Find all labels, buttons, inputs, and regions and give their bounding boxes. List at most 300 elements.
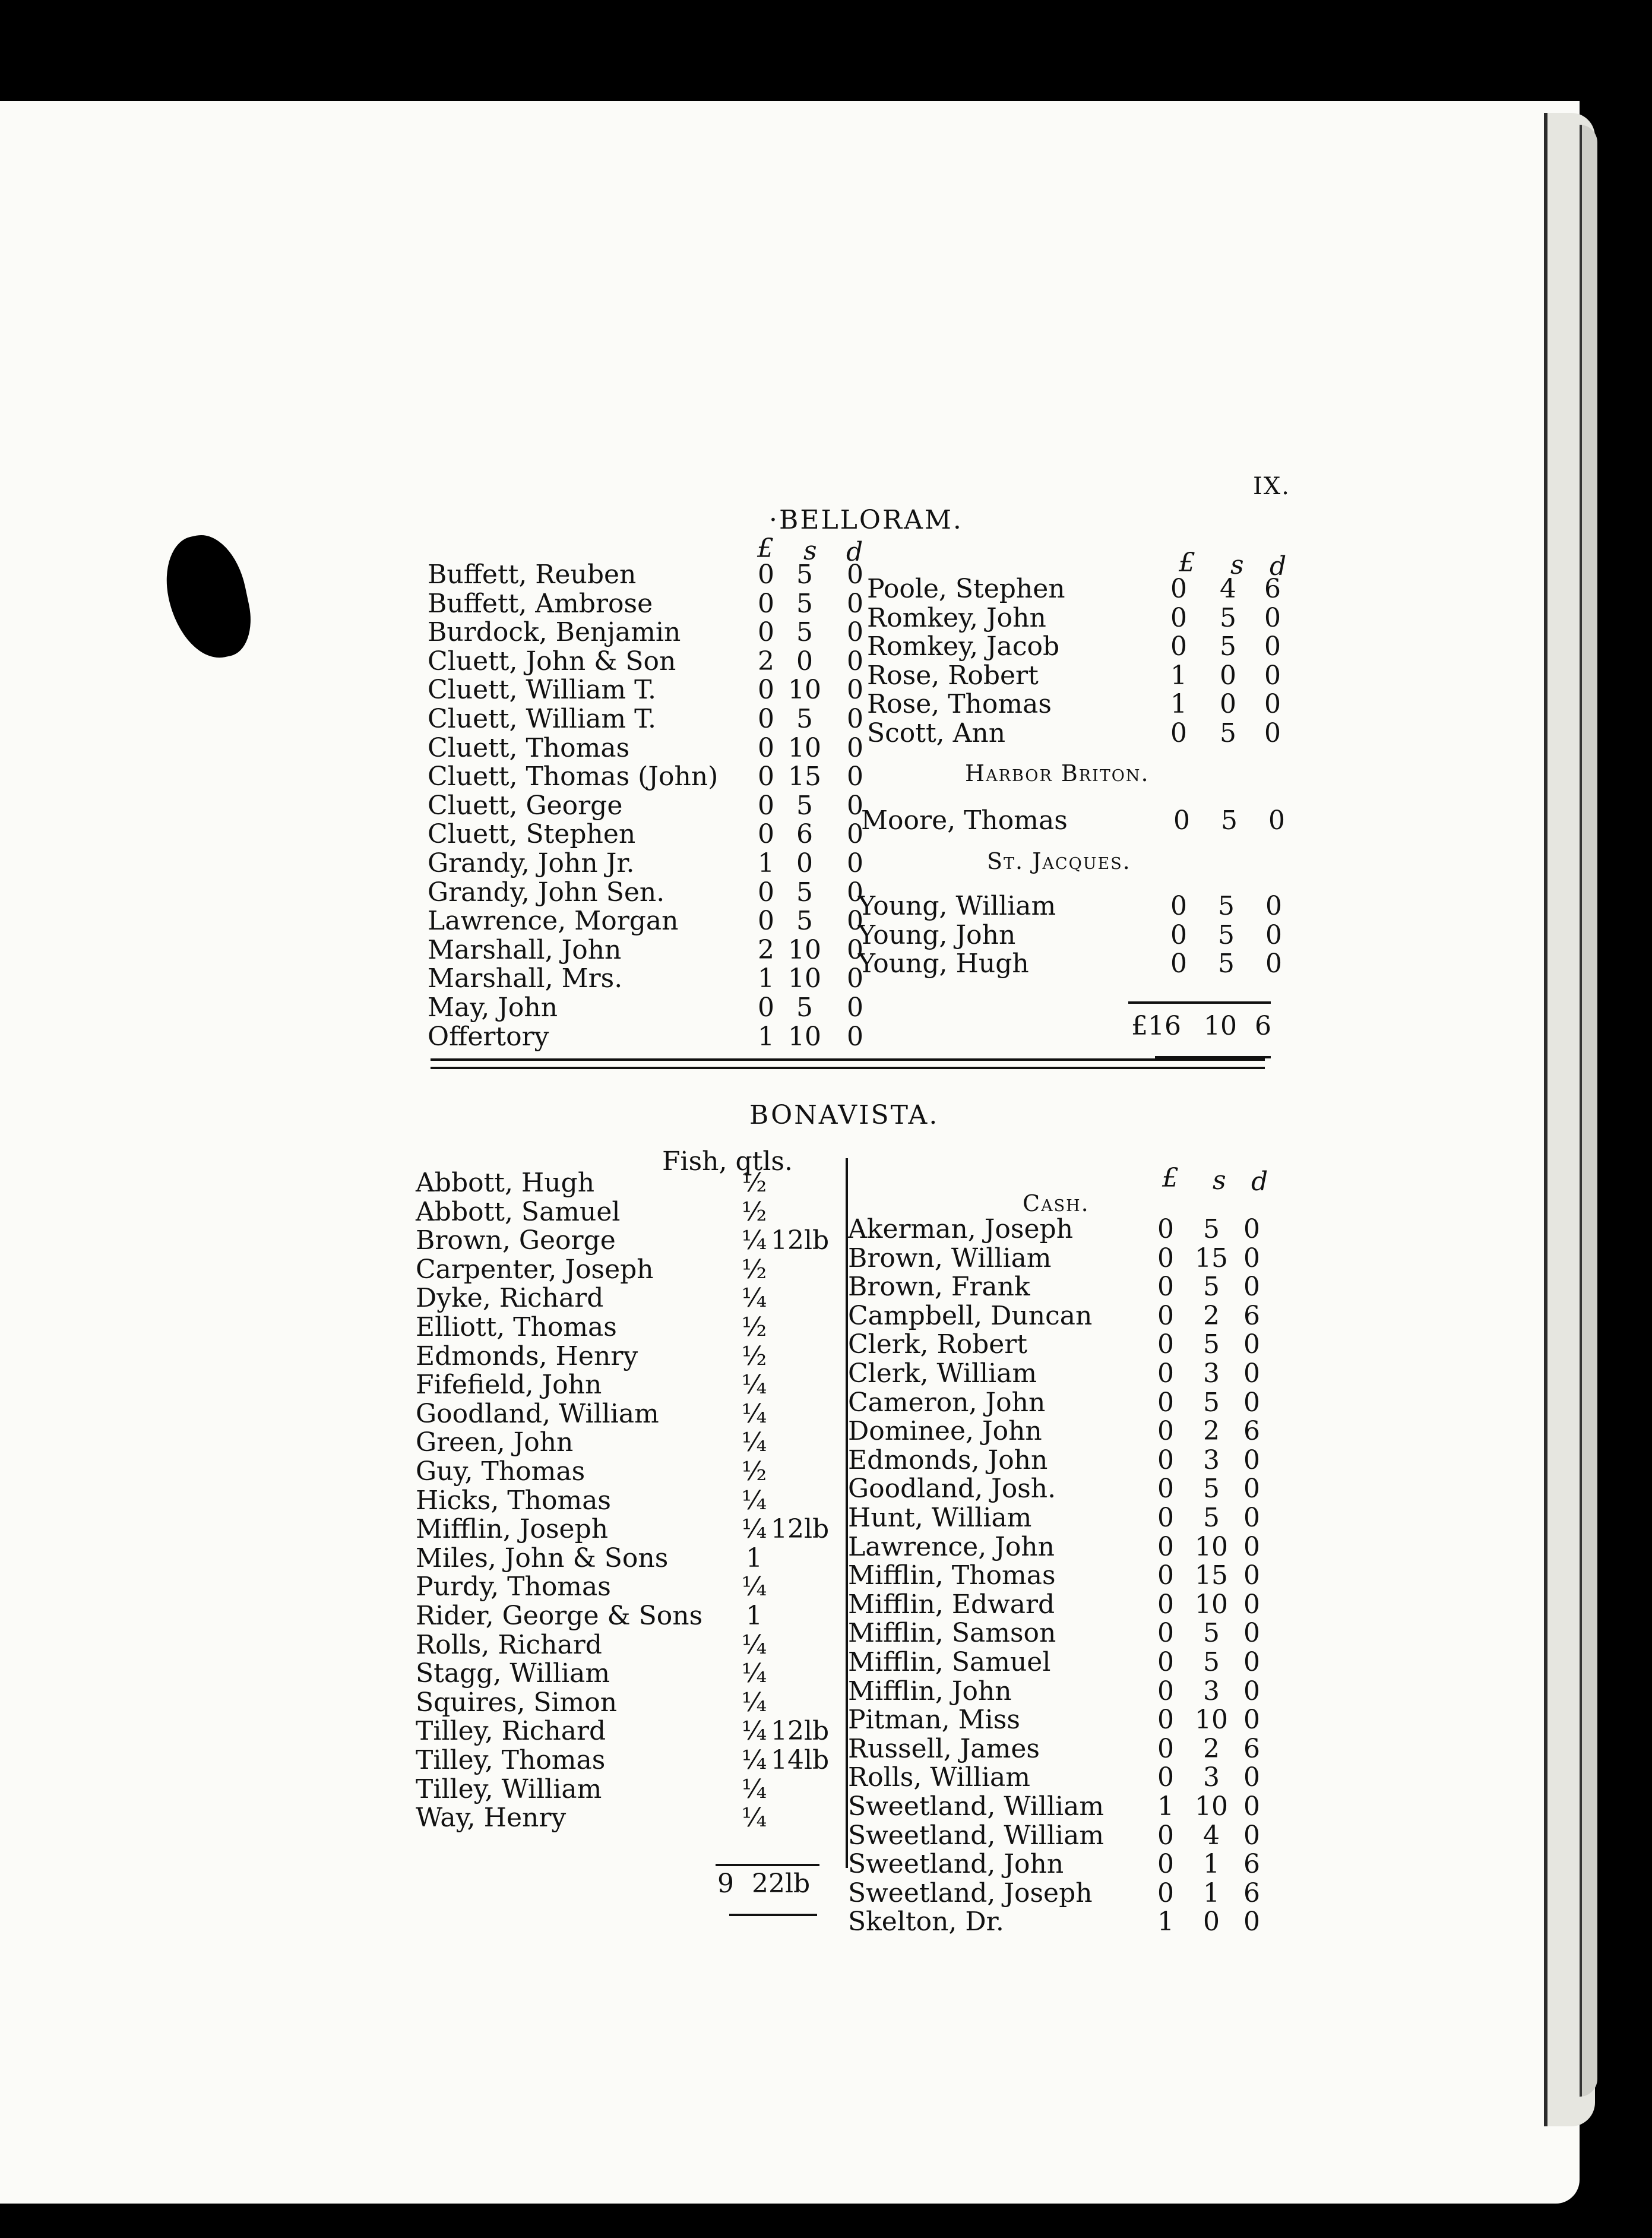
ledger-row — [428, 732, 863, 763]
subscriber-name: Young, John — [858, 919, 1016, 950]
amount-pence: 0 — [1265, 949, 1282, 979]
amount-pounds: 0 — [1170, 919, 1187, 950]
amount-shillings: 10 — [788, 963, 821, 994]
amount-pence: 0 — [1243, 1907, 1260, 1937]
ledger-row — [848, 1735, 1276, 1763]
ledger-row — [848, 1360, 1276, 1388]
amount-shillings: 5 — [1203, 1474, 1220, 1504]
amount-pence: 6 — [1243, 1849, 1260, 1880]
subscriber-name: Cluett, George — [428, 790, 623, 821]
amount-pence: 0 — [1265, 891, 1282, 921]
ledger-row — [848, 1619, 1276, 1648]
amount-pence: 0 — [847, 588, 863, 619]
fish-quantity: ¼ — [741, 1803, 767, 1834]
amount-pounds: 0 — [1157, 1762, 1174, 1793]
subscriber-name: Miles, John & Sons — [416, 1542, 669, 1573]
subscriber-name: Moore, Thomas — [861, 805, 1068, 836]
subscriber-name: Scott, Ann — [867, 718, 1006, 748]
amount-pounds: 0 — [758, 617, 774, 648]
col-head-pounds-right: £ — [1179, 548, 1195, 578]
ledger-row — [428, 588, 863, 619]
ledger-row — [428, 848, 863, 878]
amount-pence: 6 — [1243, 1733, 1260, 1764]
amount-pence: 0 — [1264, 660, 1281, 691]
amount-pounds: 0 — [1157, 1589, 1174, 1620]
amount-pounds: 0 — [1157, 1387, 1174, 1418]
fish-row — [416, 1342, 831, 1371]
ledger-row — [861, 805, 1285, 836]
amount-pounds: 0 — [1170, 631, 1187, 662]
amount-pence: 0 — [847, 992, 863, 1023]
amount-pounds: 1 — [1170, 660, 1187, 691]
amount-shillings: 1 — [1203, 1849, 1220, 1880]
ledger-row — [867, 633, 1283, 661]
amount-pounds: 0 — [1170, 602, 1187, 633]
fish-quantity: ¼ — [741, 1687, 767, 1718]
subscriber-name: Offertory — [428, 1021, 549, 1052]
subscriber-name: Elliott, Thomas — [416, 1312, 617, 1342]
ledger-row — [848, 1879, 1276, 1908]
ledger-row — [428, 934, 863, 965]
amount-pence: 0 — [1264, 689, 1281, 720]
ledger-row — [428, 761, 863, 792]
fish-row — [416, 1775, 831, 1804]
amount-pence: 0 — [1243, 1329, 1260, 1360]
amount-pence: 0 — [847, 934, 863, 965]
amount-shillings: 5 — [1203, 1618, 1220, 1649]
amount-pounds: 1 — [758, 848, 774, 878]
amount-pounds: 0 — [1170, 891, 1187, 921]
amount-pounds: 0 — [1157, 1243, 1174, 1273]
subscriber-name: Cluett, William T. — [428, 704, 656, 734]
ledger-row — [848, 1215, 1276, 1244]
fish-quantity: ¼ — [741, 1225, 767, 1256]
amount-shillings: 5 — [1218, 919, 1235, 950]
subheading-st-jacques: St. Jacques. — [987, 848, 1131, 874]
section-heading-bonavista: BONAVISTA. — [749, 1100, 939, 1130]
subscriber-name: Mifflin, John — [848, 1676, 1012, 1706]
fish-quantity: ½ — [741, 1254, 767, 1285]
amount-shillings: 3 — [1203, 1358, 1220, 1389]
ledger-row — [428, 992, 863, 1023]
fish-row — [416, 1659, 831, 1688]
ledger-row — [848, 1273, 1276, 1301]
amount-pence: 0 — [1243, 1272, 1260, 1303]
amount-pence: 0 — [847, 790, 863, 821]
amount-shillings: 5 — [796, 992, 813, 1023]
amount-shillings: 5 — [796, 617, 813, 648]
amount-pence: 0 — [847, 732, 863, 763]
amount-pence: 0 — [1243, 1243, 1260, 1273]
subscriber-name: Squires, Simon — [416, 1687, 618, 1718]
fish-column-heading: Fish, qtls. — [662, 1146, 793, 1177]
fish-quantity: ¼ — [741, 1283, 767, 1314]
page-number: IX. — [1253, 473, 1290, 500]
amount-pounds: 2 — [758, 934, 774, 965]
amount-pence: 0 — [847, 761, 863, 792]
amount-shillings: 10 — [788, 934, 821, 965]
subscriber-name: Abbott, Samuel — [416, 1196, 621, 1227]
subscriber-name: Goodland, Josh. — [848, 1474, 1056, 1504]
amount-pence: 0 — [1243, 1531, 1260, 1562]
amount-shillings: 15 — [1195, 1560, 1228, 1591]
fish-row — [416, 1602, 831, 1630]
subscriber-name: Cluett, John & Son — [428, 646, 676, 677]
amount-shillings: 2 — [1203, 1416, 1220, 1447]
ledger-row — [848, 1302, 1276, 1330]
fish-row — [416, 1717, 831, 1746]
ledger-row — [848, 1417, 1276, 1446]
fish-quantity: ¼ — [741, 1716, 767, 1747]
subscriber-name: Clerk, William — [848, 1358, 1037, 1389]
amount-shillings: 5 — [1203, 1647, 1220, 1677]
fish-row — [416, 1515, 831, 1544]
amount-pence: 0 — [1243, 1387, 1260, 1418]
amount-shillings: 10 — [788, 732, 821, 763]
amount-shillings: 3 — [1203, 1676, 1220, 1706]
amount-pounds: 0 — [1157, 1416, 1174, 1447]
amount-pence: 0 — [847, 617, 863, 648]
subscriber-name: Burdock, Benjamin — [428, 617, 681, 648]
fish-quantity: ¼ — [741, 1370, 767, 1401]
amount-pounds: 0 — [758, 588, 774, 619]
amount-pounds: 0 — [1157, 1474, 1174, 1504]
amount-pounds: 0 — [1157, 1705, 1174, 1736]
fish-quantity: ¼ — [741, 1774, 767, 1804]
fish-row — [416, 1631, 831, 1659]
amount-pounds: 0 — [758, 819, 774, 850]
amount-pence: 0 — [1265, 919, 1282, 950]
amount-shillings: 10 — [1195, 1589, 1228, 1620]
amount-pounds: 0 — [1157, 1647, 1174, 1677]
amount-pounds: 0 — [1157, 1358, 1174, 1389]
amount-shillings: 10 — [1195, 1531, 1228, 1562]
fish-total-lb: 22lb — [752, 1869, 811, 1899]
ledger-row — [848, 1475, 1276, 1503]
fish-quantity: ¼ — [741, 1658, 767, 1689]
subscriber-name: Mifflin, Edward — [848, 1589, 1055, 1620]
ledger-row — [867, 662, 1283, 690]
fish-quantity: ½ — [741, 1312, 767, 1342]
amount-pence: 0 — [1243, 1618, 1260, 1649]
amount-pounds: 0 — [758, 560, 774, 590]
ledger-row — [428, 704, 863, 734]
ledger-row — [848, 1244, 1276, 1273]
amount-shillings: 15 — [788, 761, 821, 792]
subscriber-name: Mifflin, Samuel — [848, 1647, 1051, 1677]
subscriber-name: Buffett, Reuben — [428, 560, 637, 590]
fish-row — [416, 1227, 831, 1255]
subscriber-name: Purdy, Thomas — [416, 1572, 611, 1602]
fish-row — [416, 1804, 831, 1832]
subscriber-name: Cluett, Thomas — [428, 732, 630, 763]
subscriber-name: Clerk, Robert — [848, 1329, 1027, 1360]
amount-pounds: 2 — [758, 646, 774, 677]
fish-total-qtls: 9 — [717, 1869, 734, 1899]
amount-pounds: 0 — [1157, 1733, 1174, 1764]
amount-shillings: 3 — [1203, 1444, 1220, 1475]
ledger-row — [848, 1330, 1276, 1359]
fish-quantity: ½ — [741, 1196, 767, 1227]
amount-pounds: 0 — [1173, 805, 1190, 836]
fish-row — [416, 1198, 831, 1227]
ledger-row — [858, 919, 1282, 950]
amount-pence: 0 — [847, 906, 863, 937]
subscriber-name: Way, Henry — [416, 1803, 567, 1834]
amount-pence: 6 — [1243, 1416, 1260, 1447]
col-head-pence-right: d — [1270, 551, 1287, 581]
ledger-row — [848, 1446, 1276, 1475]
section-heading-belloram: ·BELLORAM. — [769, 505, 963, 535]
ledger-row — [848, 1822, 1276, 1850]
amount-shillings: 5 — [1220, 718, 1236, 748]
amount-pounds: 0 — [1157, 1272, 1174, 1303]
fish-row — [416, 1284, 831, 1313]
amount-pence: 0 — [1243, 1503, 1260, 1533]
amount-pence: 0 — [1243, 1647, 1260, 1677]
fish-pounds: 12lb — [771, 1225, 830, 1256]
ledger-row — [848, 1591, 1276, 1619]
subscriber-name: Cluett, William T. — [428, 675, 656, 706]
subscriber-name: Grandy, John Jr. — [428, 848, 635, 878]
subscriber-name: Brown, George — [416, 1225, 616, 1256]
fish-row — [416, 1544, 831, 1573]
subscriber-name: Brown, William — [848, 1243, 1052, 1273]
subscriber-name: Guy, Thomas — [416, 1456, 586, 1487]
ledger-row — [428, 675, 863, 706]
ledger-row — [848, 1648, 1276, 1677]
ledger-row — [848, 1504, 1276, 1532]
subscriber-name: Young, William — [858, 891, 1056, 921]
fish-quantity: 1 — [746, 1601, 762, 1631]
subscriber-name: Dominee, John — [848, 1416, 1042, 1447]
amount-pounds: 0 — [1157, 1849, 1174, 1880]
amount-shillings: 5 — [796, 560, 813, 590]
ledger-row — [848, 1533, 1276, 1561]
double-rule-bottom — [431, 1067, 1265, 1069]
subscriber-name: Sweetland, John — [848, 1849, 1064, 1880]
amount-pounds: 0 — [1157, 1444, 1174, 1475]
amount-pence: 6 — [1264, 574, 1281, 604]
ledger-row — [867, 575, 1283, 603]
amount-pence: 0 — [1243, 1791, 1260, 1822]
total-rule-top — [1128, 1001, 1271, 1004]
ledger-row — [428, 819, 863, 850]
col-head-shillings-right: s — [1230, 550, 1244, 580]
subscriber-name: Sweetland, Joseph — [848, 1877, 1093, 1908]
subscriber-name: Rolls, William — [848, 1762, 1031, 1793]
total-shillings: 10 — [1204, 1011, 1237, 1041]
amount-pounds: 0 — [1157, 1820, 1174, 1851]
belloram-total-row — [1131, 1012, 1286, 1041]
ledger-row — [848, 1561, 1276, 1590]
amount-shillings: 10 — [788, 1021, 821, 1052]
amount-pence: 0 — [1243, 1474, 1260, 1504]
amount-shillings: 5 — [1203, 1214, 1220, 1244]
amount-shillings: 5 — [1218, 891, 1235, 921]
subscriber-name: Marshall, John — [428, 934, 622, 965]
ledger-row — [428, 1021, 863, 1052]
fish-row — [416, 1746, 831, 1775]
ledger-row — [428, 790, 863, 821]
subscriber-name: Sweetland, William — [848, 1791, 1105, 1822]
subscriber-name: May, John — [428, 992, 558, 1023]
subscriber-name: Stagg, William — [416, 1658, 610, 1689]
amount-pounds: 0 — [1170, 574, 1187, 604]
ledger-row — [428, 617, 863, 648]
amount-pounds: 0 — [1157, 1531, 1174, 1562]
amount-pounds: 0 — [758, 877, 774, 908]
fish-quantity: ¼ — [741, 1427, 767, 1458]
amount-pounds: 0 — [1157, 1676, 1174, 1706]
fish-quantity: ½ — [741, 1456, 767, 1487]
amount-shillings: 15 — [1195, 1243, 1228, 1273]
amount-shillings: 5 — [796, 704, 813, 734]
subscriber-name: Cameron, John — [848, 1387, 1046, 1418]
subscriber-name: Mifflin, Samson — [848, 1618, 1056, 1649]
amount-shillings: 5 — [1203, 1387, 1220, 1418]
amount-pence: 0 — [847, 963, 863, 994]
amount-shillings: 5 — [796, 906, 813, 937]
amount-shillings: 5 — [1203, 1272, 1220, 1303]
amount-pounds: 0 — [1157, 1300, 1174, 1331]
subscriber-name: Buffett, Ambrose — [428, 588, 653, 619]
subscriber-name: Cluett, Thomas (John) — [428, 761, 719, 792]
subscriber-name: Romkey, Jacob — [867, 631, 1060, 662]
ledger-row — [848, 1908, 1276, 1936]
subscriber-name: Young, Hugh — [858, 949, 1029, 979]
amount-shillings: 5 — [796, 877, 813, 908]
amount-shillings: 5 — [1220, 631, 1236, 662]
amount-pounds: 0 — [1170, 949, 1187, 979]
subscriber-name: Tilley, William — [416, 1774, 602, 1804]
subscriber-name: Romkey, John — [867, 602, 1046, 633]
double-rule-top — [431, 1058, 1265, 1061]
amount-pence: 0 — [847, 560, 863, 590]
fish-quantity: ¼ — [741, 1485, 767, 1516]
amount-shillings: 0 — [1203, 1907, 1220, 1937]
ledger-row — [428, 877, 863, 908]
fish-row — [416, 1371, 831, 1399]
fish-quantity: ¼ — [741, 1745, 767, 1775]
amount-shillings: 5 — [796, 588, 813, 619]
subscriber-name: Abbott, Hugh — [416, 1168, 595, 1198]
ledger-row — [428, 560, 863, 590]
col-head-pence-left: d — [846, 537, 863, 567]
subscriber-name: Dyke, Richard — [416, 1283, 604, 1314]
col-head-pounds-left: £ — [757, 533, 774, 564]
amount-pounds: 0 — [1157, 1214, 1174, 1244]
subscriber-name: Rose, Robert — [867, 660, 1039, 691]
amount-shillings: 5 — [1221, 805, 1238, 836]
amount-pence: 0 — [847, 646, 863, 677]
fish-total-row — [717, 1870, 848, 1898]
amount-pence: 0 — [847, 1021, 863, 1052]
fish-quantity: ¼ — [741, 1629, 767, 1660]
subscriber-name: Hunt, William — [848, 1503, 1032, 1533]
ledger-row — [858, 949, 1282, 979]
amount-pounds: 0 — [1157, 1877, 1174, 1908]
subscriber-name: Tilley, Richard — [416, 1716, 606, 1747]
amount-pounds: 0 — [758, 732, 774, 763]
amount-pence: 0 — [1243, 1214, 1260, 1244]
amount-shillings: 10 — [1195, 1791, 1228, 1822]
amount-shillings: 10 — [788, 675, 821, 706]
amount-shillings: 5 — [1203, 1329, 1220, 1360]
subheading-harbor-briton: Harbor Briton. — [965, 760, 1150, 786]
amount-pounds: 0 — [758, 675, 774, 706]
fish-quantity: ½ — [741, 1168, 767, 1198]
subscriber-name: Lawrence, John — [848, 1531, 1055, 1562]
subscriber-name: Brown, Frank — [848, 1272, 1030, 1303]
amount-pounds: 0 — [758, 761, 774, 792]
amount-shillings: 10 — [1195, 1705, 1228, 1736]
amount-shillings: 6 — [796, 819, 813, 850]
fish-quantity: ¼ — [741, 1572, 767, 1602]
fish-row — [416, 1458, 831, 1486]
fish-row — [416, 1573, 831, 1601]
amount-shillings: 0 — [796, 646, 813, 677]
subscriber-name: Edmonds, Henry — [416, 1341, 638, 1371]
amount-pence: 0 — [1243, 1358, 1260, 1389]
ledger-row — [848, 1389, 1276, 1417]
fish-row — [416, 1169, 831, 1197]
col-head-shillings-left: s — [803, 536, 817, 566]
amount-shillings: 5 — [1220, 602, 1236, 633]
amount-pounds: 1 — [758, 963, 774, 994]
subscriber-name: Rider, George & Sons — [416, 1601, 703, 1631]
ledger-row — [858, 891, 1282, 921]
amount-pounds: 0 — [1157, 1618, 1174, 1649]
ledger-row — [848, 1793, 1276, 1821]
fish-pounds: 12lb — [771, 1716, 830, 1747]
amount-pence: 6 — [1243, 1877, 1260, 1908]
amount-shillings: 5 — [1203, 1503, 1220, 1533]
subscriber-name: Marshall, Mrs. — [428, 963, 623, 994]
ledger-row — [848, 1677, 1276, 1706]
amount-pence: 0 — [1268, 805, 1285, 836]
amount-shillings: 5 — [1218, 949, 1235, 979]
amount-shillings: 0 — [1220, 660, 1236, 691]
subscriber-name: Hicks, Thomas — [416, 1485, 612, 1516]
subscriber-name: Edmonds, John — [848, 1444, 1048, 1475]
subscriber-name: Rose, Thomas — [867, 689, 1052, 720]
page-edge-back — [1580, 125, 1597, 2097]
fish-quantity: 1 — [746, 1542, 762, 1573]
amount-pounds: 0 — [758, 790, 774, 821]
amount-pence: 0 — [847, 675, 863, 706]
amount-pence: 0 — [1264, 718, 1281, 748]
cash-col-head-pence: d — [1251, 1167, 1268, 1197]
subscriber-name: Grandy, John Sen. — [428, 877, 665, 908]
subscriber-name: Goodland, William — [416, 1398, 659, 1429]
amount-pence: 0 — [847, 877, 863, 908]
subscriber-name: Cluett, Stephen — [428, 819, 636, 850]
amount-shillings: 2 — [1203, 1300, 1220, 1331]
cash-col-head-shillings: s — [1213, 1165, 1226, 1196]
amount-pounds: 0 — [1157, 1329, 1174, 1360]
amount-pence: 0 — [1243, 1705, 1260, 1736]
subscriber-name: Carpenter, Joseph — [416, 1254, 654, 1285]
amount-pence: 0 — [1264, 631, 1281, 662]
amount-pounds: 1 — [1170, 689, 1187, 720]
amount-pence: 6 — [1243, 1300, 1260, 1331]
amount-pence: 0 — [1243, 1589, 1260, 1620]
ledger-row — [428, 646, 863, 677]
ledger-row — [867, 719, 1283, 748]
amount-pounds: 0 — [758, 704, 774, 734]
amount-pounds: 1 — [758, 1021, 774, 1052]
